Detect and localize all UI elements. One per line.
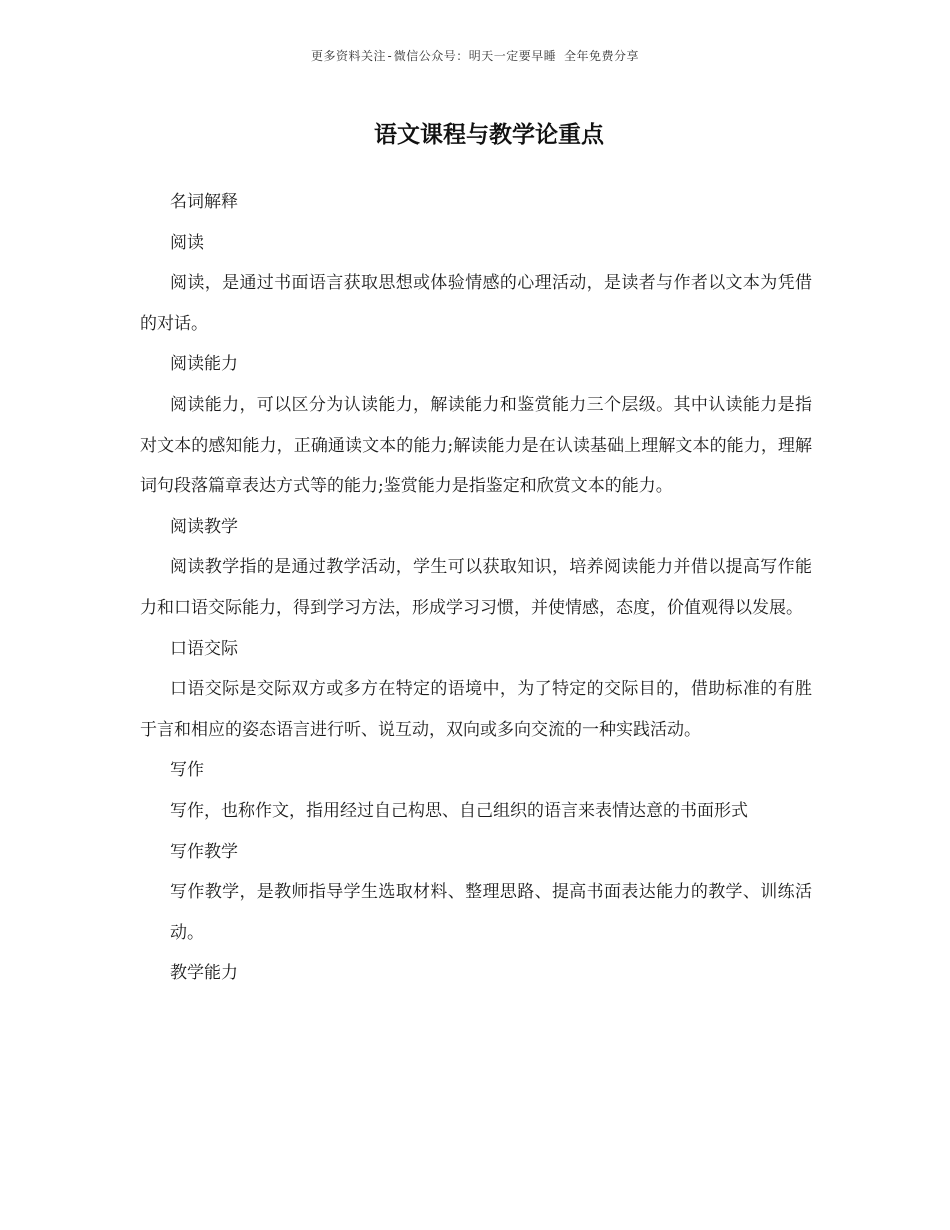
document-body (140, 182, 812, 994)
term-heading: 阅读教学 (170, 516, 238, 537)
term-heading: 阅读能力 (170, 354, 238, 375)
term-definition: 阅读能力，可以区分为认读能力，解读能力和鉴赏能力三个层级。其中认读能力是指对文本的感知能力，正确通读文本的能力;解读能力是在认读基础上理解文本的能力，理解词句段落篇章表达方式等的能力;鉴赏能力是指鉴定和欣赏文本的能力。 (140, 394, 812, 497)
section-heading: 名词解释 (170, 192, 238, 212)
term-definition: 阅读教学指的是通过教学活动，学生可以获取知识，培养阅读能力并借以提高写作能力和口语交际能力，得到学习方法，形成学习习惯，并使情感，态度，价值观得以发展。 (140, 557, 812, 618)
term-definition: 口语交际是交际双方或多方在特定的语境中，为了特定的交际目的，借助标准的有胜于言和相应的姿态语言进行听、说互动，双向或多向交流的一种实践活动。 (140, 679, 812, 740)
term-heading: 教学能力 (170, 963, 238, 984)
term-heading: 写作教学 (170, 841, 238, 862)
term-heading: 阅读 (170, 232, 204, 253)
term-definition: 写作教学，是教师指导学生选取材料、整理思路、提高书面表达能力的教学、训练活动。 (170, 882, 812, 943)
term-definition: 阅读，是通过书面语言获取思想或体验情感的心理活动，是读者与作者以文本为凭借的对话。 (140, 273, 812, 334)
document-title: 语文课程与教学论重点 (374, 121, 604, 148)
term-heading: 写作 (170, 760, 204, 781)
term-heading: 口语交际 (170, 638, 238, 659)
page-header-note: 更多资料关注-微信公众号：明天一定要早睡 全年免费分享 (311, 49, 639, 63)
term-definition: 写作，也称作文，指用经过自己构思、自己组织的语言来表情达意的书面形式 (170, 800, 748, 821)
